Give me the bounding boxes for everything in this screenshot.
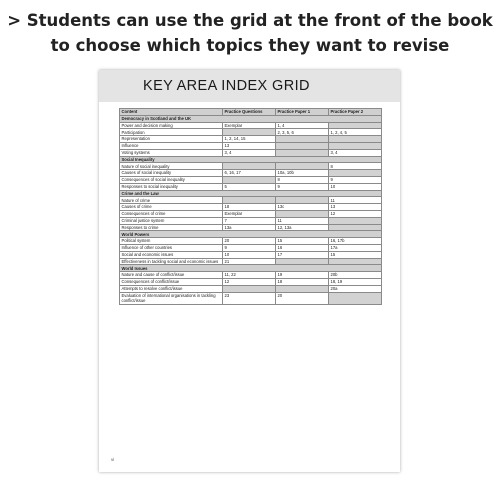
reference-cell: 17a: [329, 244, 382, 251]
reference-cell: 3, 4: [223, 149, 276, 156]
table-row: [120, 183, 382, 190]
table-row: [120, 204, 382, 211]
table-row: [120, 217, 382, 224]
reference-cell: [329, 122, 382, 129]
table-row: [120, 170, 382, 177]
table-row: [120, 244, 382, 251]
table-row: [120, 292, 382, 304]
reference-cell: [276, 258, 329, 265]
topic-cell: Causes of social inequality: [120, 170, 223, 177]
section-row: [120, 115, 382, 122]
reference-cell: [223, 163, 276, 170]
reference-cell: Exemplar: [223, 122, 276, 129]
topic-cell: Consequences of crime: [120, 210, 223, 217]
reference-cell: 9: [329, 176, 382, 183]
page-number: vi: [111, 457, 115, 462]
book-page: [99, 70, 400, 472]
reference-cell: 7: [223, 217, 276, 224]
topic-cell: Effectiveness in tackling social and economic issues: [120, 258, 223, 265]
reference-cell: [276, 210, 329, 217]
reference-cell: [276, 149, 329, 156]
reference-cell: 13c: [276, 204, 329, 211]
reference-cell: 9: [223, 244, 276, 251]
table-body: [120, 115, 382, 304]
reference-cell: [329, 224, 382, 231]
reference-cell: 8: [276, 176, 329, 183]
reference-cell: 5: [223, 183, 276, 190]
reference-cell: 3, 4: [329, 149, 382, 156]
section-title: Democracy in Scotland and the UK: [120, 115, 382, 122]
reference-cell: [329, 292, 382, 304]
topic-cell: Responses to crime: [120, 224, 223, 231]
table-row: [120, 197, 382, 204]
table-row: [120, 238, 382, 245]
table-row: [120, 122, 382, 129]
topic-cell: Influence: [120, 142, 223, 149]
reference-cell: 10: [329, 183, 382, 190]
reference-cell: Exemplar: [223, 210, 276, 217]
table-row: [120, 136, 382, 143]
topic-cell: Evaluation of international organisations in tackling conflict/issue: [120, 292, 223, 304]
reference-cell: [276, 197, 329, 204]
reference-cell: [329, 170, 382, 177]
section-title: World Powers: [120, 231, 382, 238]
section-title: Crime and the Law: [120, 190, 382, 197]
topic-cell: Criminal justice system: [120, 217, 223, 224]
reference-cell: 16, 17b: [329, 238, 382, 245]
topic-cell: Influence of other countries: [120, 244, 223, 251]
reference-cell: 12: [223, 278, 276, 285]
reference-cell: [276, 163, 329, 170]
header-practice-paper-1: Practice Paper 1: [276, 109, 329, 116]
reference-cell: [223, 197, 276, 204]
topic-cell: Voting systems: [120, 149, 223, 156]
table-row: [120, 142, 382, 149]
reference-cell: [276, 142, 329, 149]
reference-cell: 1, 2, 4, 5: [329, 129, 382, 136]
caption-line-1: > Students can use the grid at the front of the book: [7, 11, 493, 30]
table-row: [120, 176, 382, 183]
topic-cell: Responses to social inequality: [120, 183, 223, 190]
reference-cell: 20: [223, 238, 276, 245]
reference-cell: 1, 4: [276, 122, 329, 129]
reference-cell: 19: [276, 272, 329, 279]
topic-cell: Nature of crime: [120, 197, 223, 204]
reference-cell: 6, 16, 17: [223, 170, 276, 177]
table-row: [120, 129, 382, 136]
topic-cell: Causes of crime: [120, 204, 223, 211]
table-row: [120, 210, 382, 217]
table-row: [120, 149, 382, 156]
reference-cell: 11, 22: [223, 272, 276, 279]
table-row: [120, 285, 382, 292]
topic-cell: Representation: [120, 136, 223, 143]
section-row: [120, 156, 382, 163]
reference-cell: 1, 2, 14, 15: [223, 136, 276, 143]
reference-cell: 20a: [329, 285, 382, 292]
topic-cell: Attempts to resolve conflict/issue: [120, 285, 223, 292]
reference-cell: 8: [329, 163, 382, 170]
table-row: [120, 251, 382, 258]
topic-cell: Political system: [120, 238, 223, 245]
reference-cell: 18: [276, 278, 329, 285]
section-row: [120, 231, 382, 238]
section-title: Social Inequality: [120, 156, 382, 163]
table-row: [120, 163, 382, 170]
reference-cell: 10: [223, 251, 276, 258]
reference-cell: 12: [329, 210, 382, 217]
section-row: [120, 265, 382, 272]
topic-cell: Consequences of conflict/issue: [120, 278, 223, 285]
reference-cell: [223, 285, 276, 292]
reference-cell: 10a, 10b: [276, 170, 329, 177]
caption-line-2: to choose which topics they want to revise: [50, 36, 450, 55]
reference-cell: [276, 136, 329, 143]
reference-cell: 21: [223, 258, 276, 265]
reference-cell: 13a: [223, 224, 276, 231]
reference-cell: 9: [276, 183, 329, 190]
reference-cell: 16: [276, 244, 329, 251]
header-practice-paper-2: Practice Paper 2: [329, 109, 382, 116]
topic-cell: Nature of social inequality: [120, 163, 223, 170]
reference-cell: 23: [223, 292, 276, 304]
reference-cell: 20: [276, 292, 329, 304]
reference-cell: 18, 19: [329, 278, 382, 285]
reference-cell: 2, 3, 5, 6: [276, 129, 329, 136]
section-row: [120, 190, 382, 197]
topic-cell: Nature and cause of conflict/issue: [120, 272, 223, 279]
table-header-row: [120, 109, 382, 116]
section-title: World Issues: [120, 265, 382, 272]
reference-cell: 13: [329, 204, 382, 211]
key-area-index-table: [119, 108, 382, 305]
table-row: [120, 258, 382, 265]
table-row: [120, 224, 382, 231]
reference-cell: 20b: [329, 272, 382, 279]
topic-cell: Participation: [120, 129, 223, 136]
reference-cell: 15: [276, 238, 329, 245]
reference-cell: [329, 258, 382, 265]
reference-cell: 11: [276, 217, 329, 224]
reference-cell: 17: [276, 251, 329, 258]
reference-cell: [223, 176, 276, 183]
header-content: Content: [120, 109, 223, 116]
topic-cell: Consequences of social inequality: [120, 176, 223, 183]
reference-cell: 12, 13a: [276, 224, 329, 231]
reference-cell: [329, 136, 382, 143]
topic-cell: Power and decision making: [120, 122, 223, 129]
table-row: [120, 272, 382, 279]
reference-cell: [329, 142, 382, 149]
reference-cell: [329, 217, 382, 224]
reference-cell: 11: [329, 197, 382, 204]
topic-cell: Social and economic issues: [120, 251, 223, 258]
reference-cell: [223, 129, 276, 136]
reference-cell: 18: [223, 204, 276, 211]
title-banner: [99, 70, 400, 102]
reference-cell: 15: [329, 251, 382, 258]
page-title: KEY AREA INDEX GRID: [143, 78, 310, 94]
table-row: [120, 278, 382, 285]
promo-caption: [0, 8, 500, 58]
header-practice-questions: Practice Questions: [223, 109, 276, 116]
reference-cell: [276, 285, 329, 292]
reference-cell: 13: [223, 142, 276, 149]
